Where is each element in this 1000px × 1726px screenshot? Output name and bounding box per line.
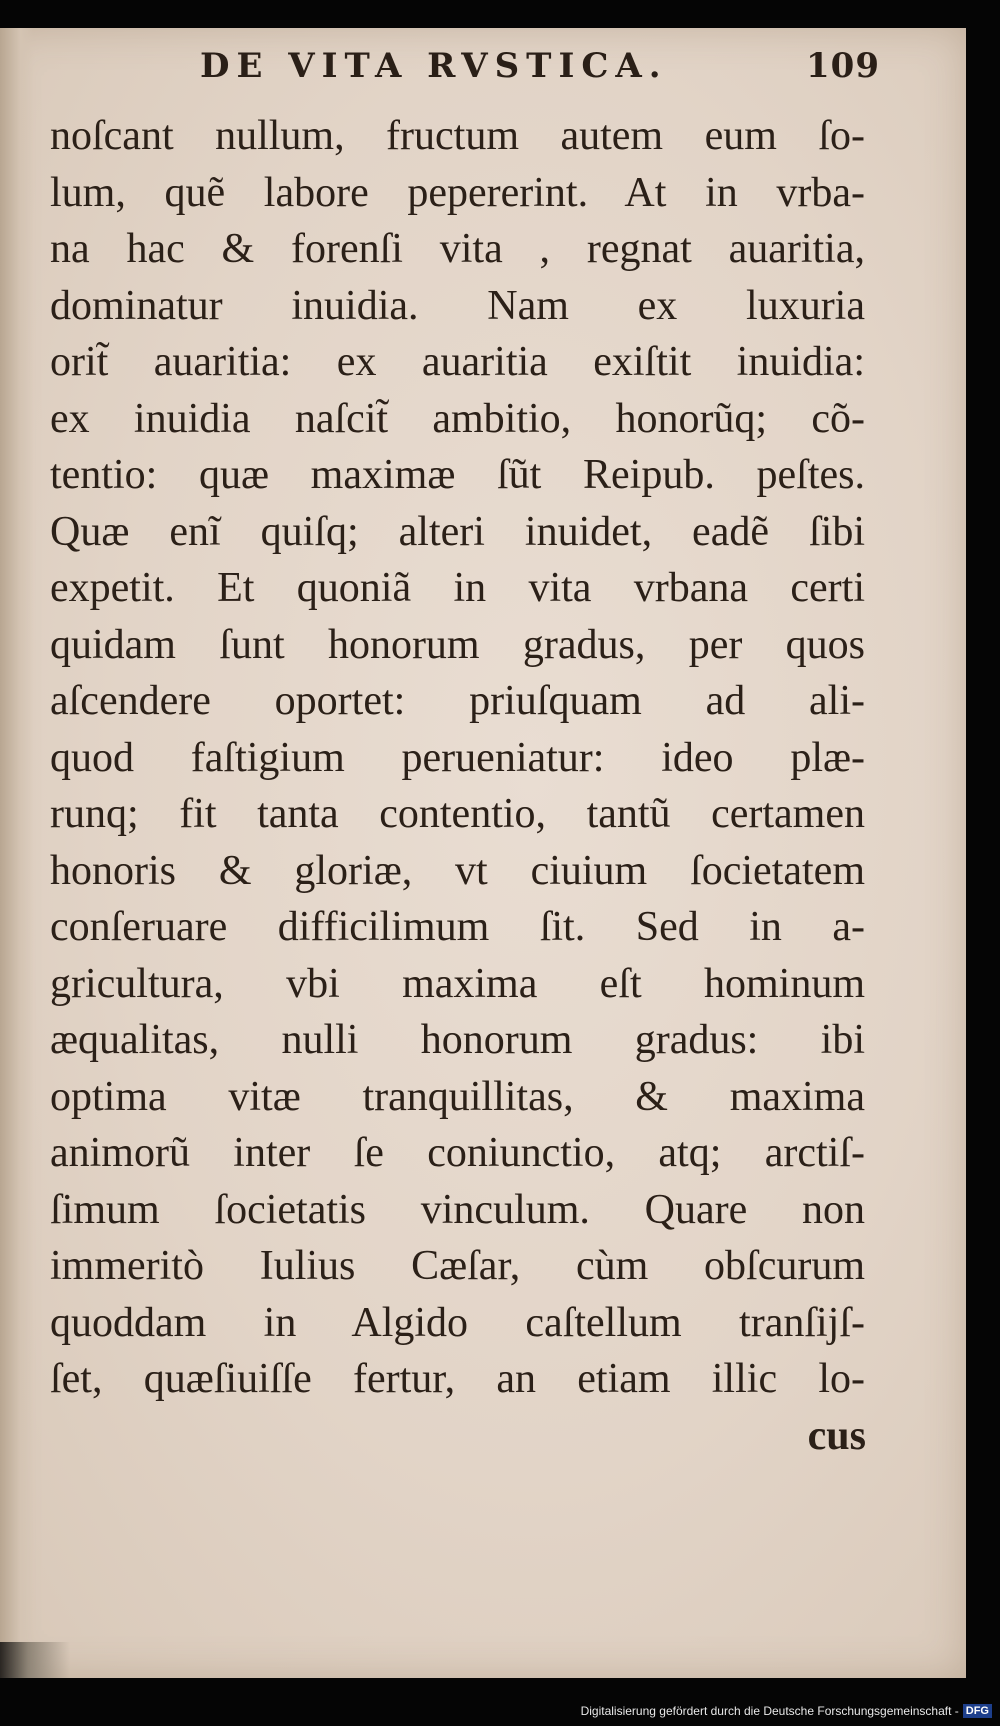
page-corner-shadow (0, 1642, 70, 1678)
text-line: optima vitæ tranquillitas, & maxima (50, 1073, 865, 1120)
text-line: lum, quẽ labore pepererint. At in vrba- (50, 169, 865, 216)
text-block (50, 108, 865, 1408)
text-line: immeritò Iulius Cæſar, cùm obſcurum (50, 1243, 865, 1289)
page-number: 109 (806, 46, 880, 86)
text-line: conſeruare difficilimum ſit. Sed in a- (50, 904, 865, 950)
text-line: quidam ſunt honorum gradus, per quos (50, 621, 865, 668)
text-line: honoris & gloriæ, vt ciuium ſocietatem (50, 847, 865, 894)
text-line: ex inuidia naſcit̃ ambitio, honorũq; cõ- (50, 395, 865, 442)
book-page (0, 28, 966, 1678)
running-title: DE VITA RVSTICA. (200, 46, 668, 86)
running-head (200, 38, 880, 98)
text-line: tentio: quæ maximæ ſũt Reipub. peſtes. (50, 452, 865, 498)
text-line: expetit. Et quoniã in vita vrbana certi (50, 565, 865, 611)
text-line: na hac & forenſi vita , regnat auaritia, (50, 226, 865, 272)
digitization-credit (581, 1702, 992, 1720)
text-line: dominatur inuidia. Nam ex luxuria (50, 282, 865, 329)
catchword: cus (807, 1413, 866, 1459)
text-line: ſimum ſocietatis vinculum. Quare non (50, 1186, 865, 1233)
text-line: animorũ inter ſe coniunctio, atq; arctiſ- (50, 1130, 865, 1176)
dfg-logo: DFG (963, 1704, 992, 1718)
credit-text: Digitalisierung gefördert durch die Deutsche Forschungsgemeinschaft - (580, 1704, 959, 1718)
text-line: æqualitas, nulli honorum gradus: ibi (50, 1017, 865, 1063)
text-line: noſcant nullum, fructum autem eum ſo- (50, 113, 865, 159)
text-line: ſet, quæſiuiſſe fertur, an etiam illic lo- (50, 1356, 865, 1402)
text-line: orit̃ auaritia: ex auaritia exiſtit inuidia: (50, 339, 865, 385)
text-line: quod faſtigium perueniatur: ideo plæ- (50, 734, 865, 781)
text-line: runq; fit tanta contentio, tantũ certamen (50, 791, 865, 837)
text-line: quoddam in Algido caſtellum tranſijſ- (50, 1299, 865, 1346)
text-line: Quæ enĩ quiſq; alteri inuidet, eadẽ ſibi (50, 508, 865, 555)
page-gutter-edge (0, 28, 34, 1678)
text-line: gricultura, vbi maxima eſt hominum (50, 960, 865, 1007)
text-line: aſcendere oportet: priuſquam ad ali- (50, 678, 865, 724)
